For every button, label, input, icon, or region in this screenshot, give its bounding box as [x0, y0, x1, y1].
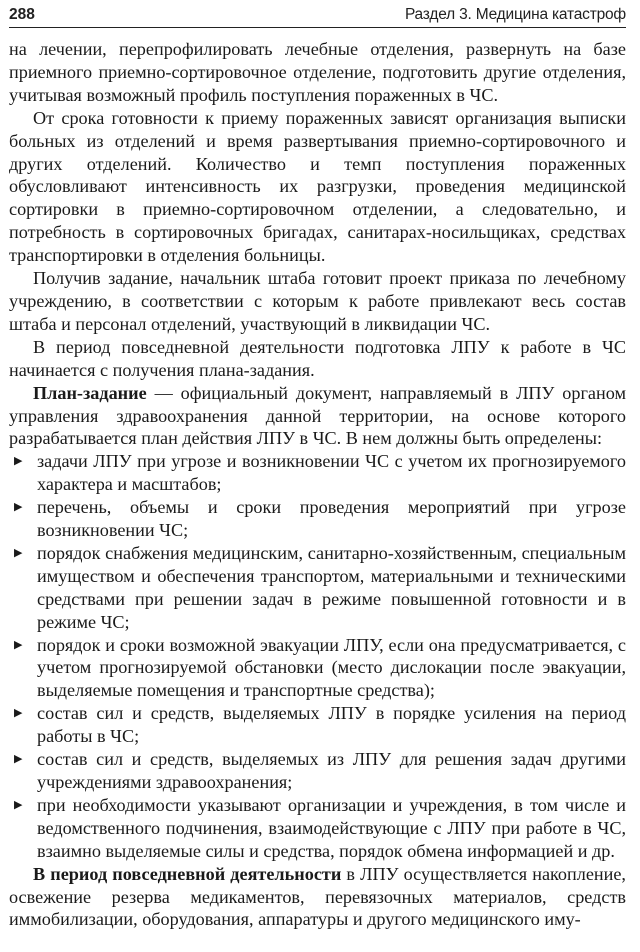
list-item-text: задачи ЛПУ при угрозе и возникновении ЧС с учетом их прогнозируемого характера и масштабов; [37, 451, 626, 495]
list-item [9, 748, 626, 794]
paragraph-6-text: в ЛПУ осуществляется накопление, освежение резерва медикаментов, перевязочных материалов, средств иммобилизации, оборудования, аппаратуры и другого медицинского иму- [9, 863, 626, 930]
bullet-triangle-icon: ▶ [14, 545, 23, 559]
paragraph-4: В период повседневной деятельности подготовка ЛПУ к работе в ЧС начинается с получения плана-задания. [9, 336, 626, 380]
section-title: Раздел 3. Медицина катастроф [404, 6, 626, 23]
paragraph-1: на лечении, перепрофилировать лечебные отделения, развернуть на базе приемного приемно-сортировочное отделение, подготовить другие отделения, учитывая возможный профиль поступления пораженных в ЧС. [9, 39, 626, 105]
paragraph-2: От срока готовности к приему пораженных зависят организация выписки больных из отделений и время развертывания приемно-сортировочного и других отделений. Количество и темп поступления пораженных обусловливают интенсивность их разгрузки, проведения медицинской сортировки в приемно-сортировочном отделении, а следовательно, и потребность в сортировочных бригадах, санитарах-носильщиках, средствах транспортировки в отделения больницы. [9, 107, 626, 266]
list-item [9, 496, 626, 542]
paragraph-6 [9, 863, 626, 932]
bullet-triangle-icon: ▶ [14, 454, 23, 468]
list-item-text: при необходимости указывают организации и учреждения, в том числе и ведомственного подчинения, взаимодействующие с ЛПУ при работе в ЧС, взаимно выделяемые силы и средства, порядок обмена информацией и др. [37, 794, 626, 861]
paragraph-5-text: — официальный документ, направляемый в ЛПУ органом управления здравоохранения данной территории, на основе которого разрабатывается план действия ЛПУ в ЧС. В нем должны быть определены: [9, 382, 626, 449]
list-item [9, 702, 626, 748]
list-item-text: порядок и сроки возможной эвакуации ЛПУ, если она предусматривается, с учетом прогнозируемой обстановки (место дислокации после эвакуации, выделяемые помещения и транспортные средства); [37, 634, 626, 701]
list-item-text: состав сил и средств, выделяемых ЛПУ в порядке усиления на период работы в ЧС; [37, 703, 626, 747]
bullet-triangle-icon: ▶ [14, 752, 23, 766]
page-number: 288 [9, 6, 35, 23]
bullet-triangle-icon: ▶ [14, 637, 23, 651]
bullet-triangle-icon: ▶ [14, 797, 23, 811]
page-body [9, 38, 626, 931]
list-item-text: перечень, объемы и сроки проведения мероприятий при угрозе возникновении ЧС; [37, 497, 626, 541]
list-item [9, 450, 626, 496]
bullet-triangle-icon: ▶ [14, 500, 23, 514]
term-plan-zadanie: План-задание [33, 382, 147, 403]
list-item-text: состав сил и средств, выделяемых из ЛПУ для решения задач другими учреждениями здравоохранения; [37, 749, 626, 792]
list-item [9, 542, 626, 634]
paragraph-3: Получив задание, начальник штаба готовит проект приказа по лечебному учреждению, в соответствии с которым к работе привлекают весь состав штаба и персонал отделений, участвующий в ликвидации ЧС. [9, 268, 626, 334]
list-item [9, 794, 626, 863]
term-daily-activity: В период повседневной деятельности [33, 863, 342, 884]
bullet-triangle-icon: ▶ [14, 706, 23, 720]
list-item [9, 634, 626, 703]
bullet-list [9, 450, 626, 862]
paragraph-5 [9, 382, 626, 451]
list-item-text: порядок снабжения медицинским, санитарно-хозяйственным, специальным имуществом и обеспечения транспортом, материальными и техническими средствами при решении задач в режиме повышенной готовности и в режиме ЧС; [37, 542, 626, 632]
running-header [9, 0, 626, 28]
